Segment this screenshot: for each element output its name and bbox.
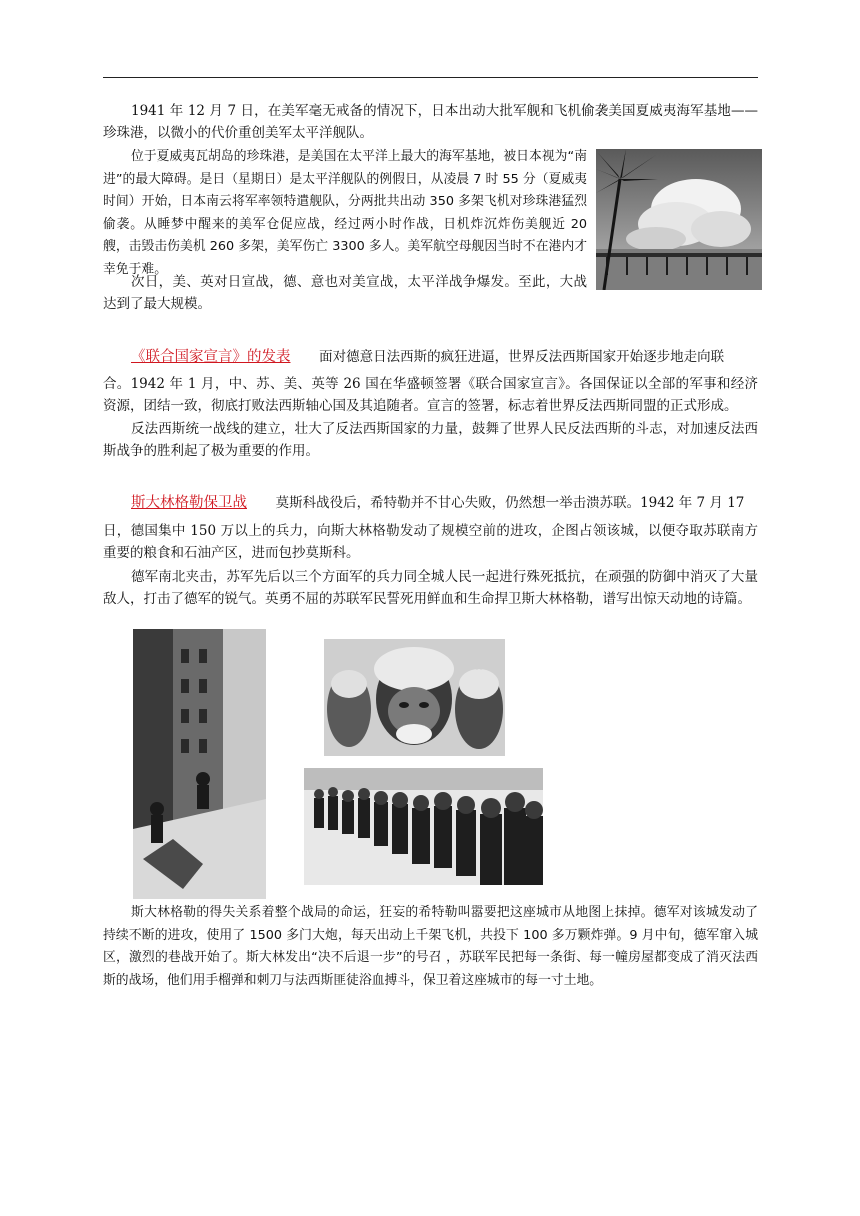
un-declaration-heading-link[interactable]: 《联合国家宣言》的发表 bbox=[131, 349, 291, 365]
pearl-harbor-detail: 位于夏威夷瓦胡岛的珍珠港，是美国在太平洋上最大的海军基地，被日本视为“南进”的最大障碍。是日（星期日）是太平洋舰队的例假日，从凌晨 7 时 55 分（夏威夷时间）开始，日本南云将军率领特遣舰队，分两批共出动 350 多架飞机对珍珠港猛烈偷袭。从睡梦中醒来的美军仓促应战，经过两小时作战，日机炸沉炸伤美舰近 20 艘，击毁击伤美机 260 多架，美军伤亡 3300 多人。美军航空母舰因当时不在港内才幸免于难。 bbox=[103, 149, 587, 277]
frozen-soldiers-photo bbox=[324, 639, 505, 756]
stalingrad-heading-link[interactable]: 斯大林格勒保卫战 bbox=[131, 495, 247, 511]
un-declaration-significance: 反法西斯统一战线的建立，壮大了反法西斯国家的力量，鼓舞了世界人民反法西斯的斗志，对加速反法西斯战争的胜利起了极为重要的作用。 bbox=[103, 421, 758, 459]
stalingrad-defense: 德军南北夹击，苏军先后以三个方面军的兵力同全城人民一起进行殊死抵抗，在顽强的防御中消灭了大量敌人，打击了德军的锐气。英勇不屈的苏联军民誓死用鲜血和生命捍卫斯大林格勒，谱写出惊天动地的诗篇。 bbox=[103, 569, 758, 607]
un-declaration-lead: 面对德意日法西斯的疯狂进逼，世界反法西斯国家开始逐步地走向联 bbox=[319, 349, 725, 365]
un-declaration-body: 合。1942 年 1 月，中、苏、美、英等 26 国在华盛顿签署《联合国家宣言》。各国保证以全部的军事和经济资源，团结一致，彻底打败法西斯轴心国及其追随者。宣言的签署，标志着世界反法西斯同盟的正式形成。 bbox=[103, 376, 758, 414]
stalingrad-lead: 莫斯科战役后，希特勒并不甘心失败，仍然想一举击溃苏联。1942 年 7 月 17 bbox=[275, 495, 745, 511]
pearl-harbor-outcome: 次日，美、英对日宣战，德、意也对美宣战，太平洋战争爆发。至此，大战达到了最大规模。 bbox=[103, 274, 587, 312]
stalingrad-heading-row bbox=[131, 492, 744, 514]
header-rule bbox=[103, 77, 758, 78]
pearl-harbor-photo bbox=[596, 149, 762, 290]
stalingrad-body: 日，德国集中 150 万以上的兵力，向斯大林格勒发动了规模空前的进攻，企图占领该城，以便夺取苏联南方重要的粮食和石油产区，进而包抄莫斯科。 bbox=[103, 523, 758, 561]
un-declaration-heading-row bbox=[131, 346, 724, 368]
street-fighting-photo bbox=[133, 629, 266, 899]
pearl-harbor-intro: 1941 年 12 月 7 日，在美军毫无戒备的情况下，日本出动大批军舰和飞机偷袭美国夏威夷海军基地——珍珠港，以微小的代价重创美军太平洋舰队。 bbox=[103, 103, 758, 141]
stalingrad-battle-detail: 斯大林格勒的得失关系着整个战局的命运，狂妄的希特勒叫嚣要把这座城市从地图上抹掉。德军对该城发动了持续不断的进攻，使用了 1500 多门大炮，每天出动上千架飞机，共投下 100 多万颗炸弹。9 月中旬，德军窜入城区，激烈的巷战开始了。斯大林发出“决不后退一步”的号召 ，苏联军民把每一条街、每一幢房屋都变成了消灭法西斯的战场，他们用手榴弹和刺刀与法西斯匪徒浴血搏斗，保卫着这座城市的每一寸土地。 bbox=[103, 905, 758, 988]
prisoners-column-photo bbox=[304, 768, 543, 885]
